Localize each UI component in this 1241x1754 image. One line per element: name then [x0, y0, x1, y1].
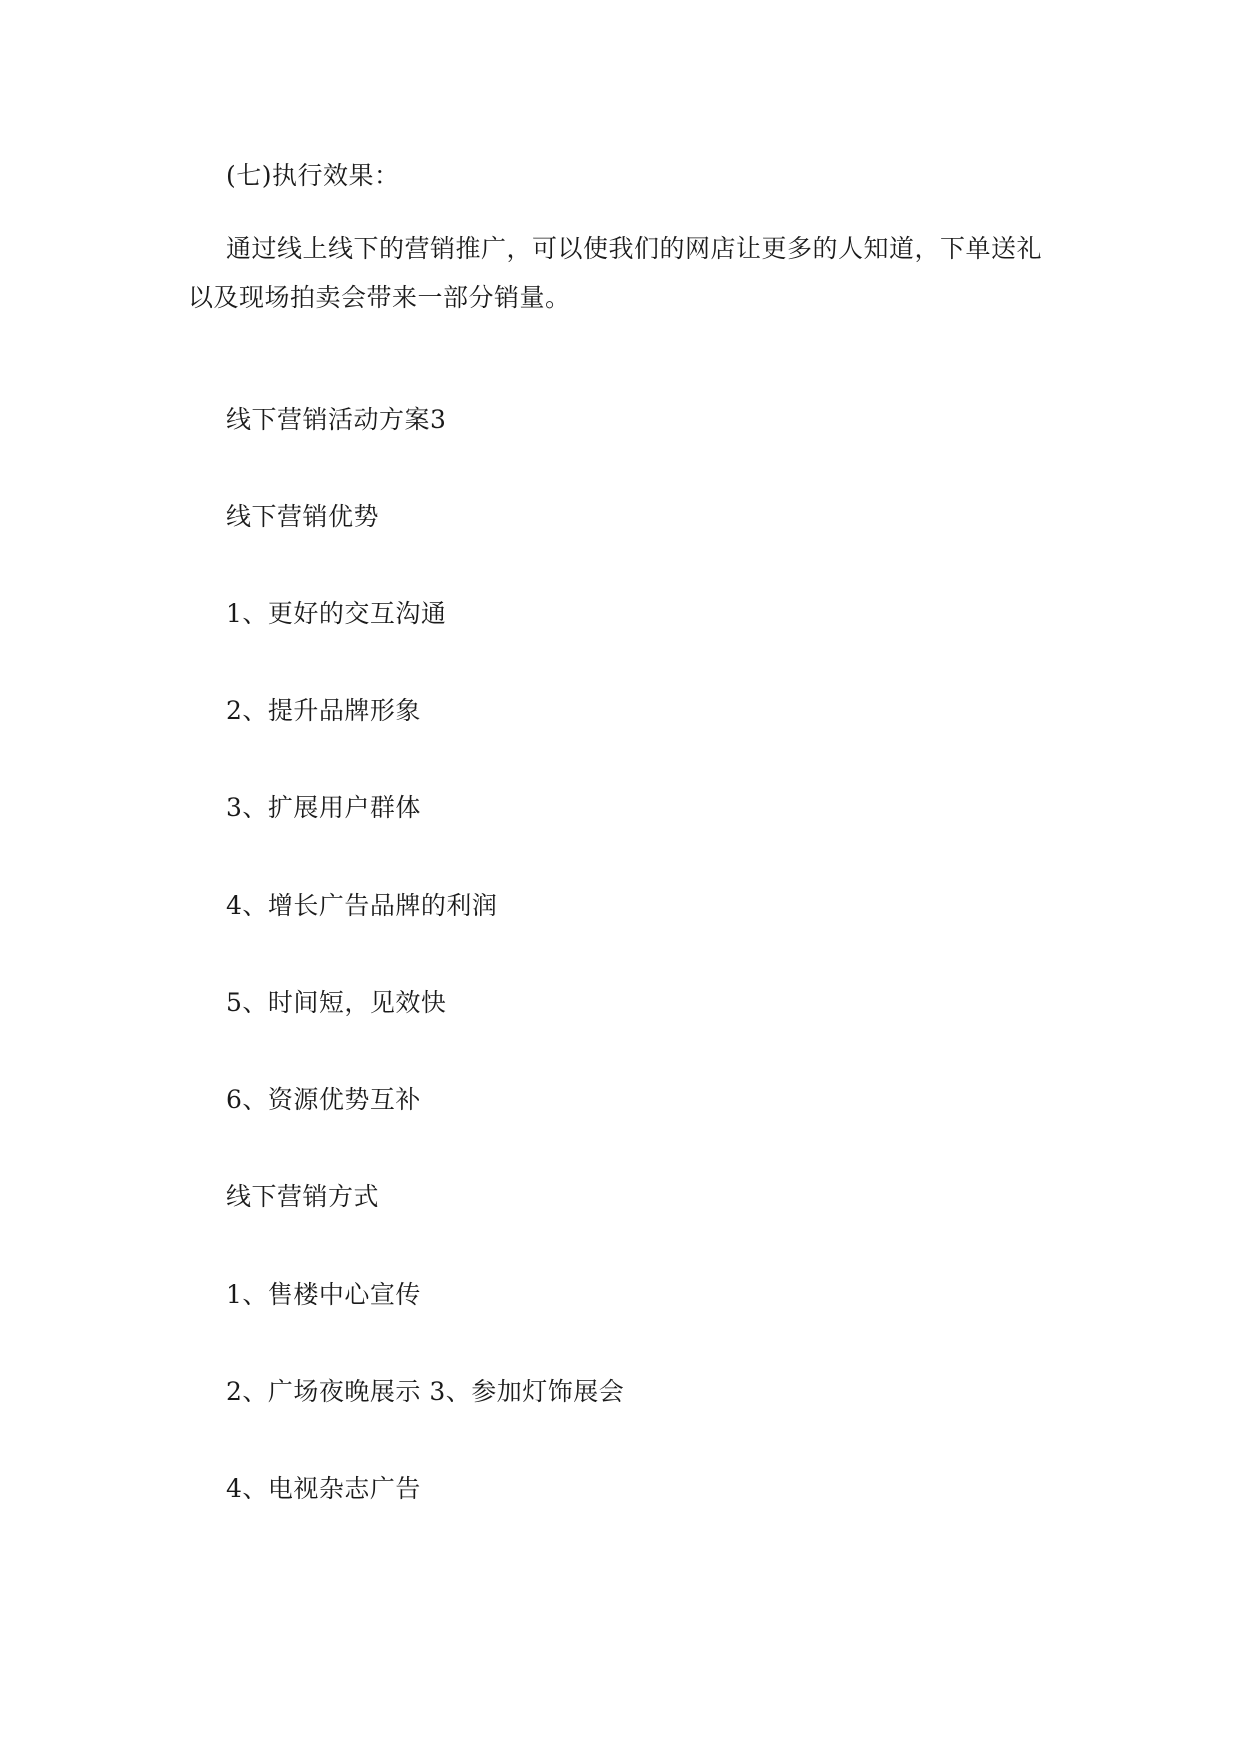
body-paragraph: 通过线上线下的营销推广，可以使我们的网店让更多的人知道，下单送礼以及现场拍卖会带来一部分销量。	[188, 234, 1043, 312]
methods-heading: 线下营销方式	[226, 1182, 380, 1211]
advantages-heading: 线下营销优势	[226, 502, 380, 531]
advantage-item: 5、时间短，见效快	[226, 988, 447, 1017]
advantage-item: 4、增长广告品牌的利润	[226, 891, 498, 920]
section-heading: (七)执行效果：	[226, 161, 400, 190]
method-item: 2、广场夜晚展示 3、参加灯饰展会	[226, 1377, 625, 1406]
plan-title: 线下营销活动方案3	[226, 405, 447, 434]
advantage-item: 2、提升品牌形象	[226, 696, 421, 725]
advantage-item: 3、扩展用户群体	[226, 793, 421, 822]
advantage-item: 1、更好的交互沟通	[226, 599, 447, 628]
advantage-item: 6、资源优势互补	[226, 1085, 421, 1114]
method-item: 1、售楼中心宣传	[226, 1280, 421, 1309]
method-item: 4、电视杂志广告	[226, 1474, 421, 1503]
